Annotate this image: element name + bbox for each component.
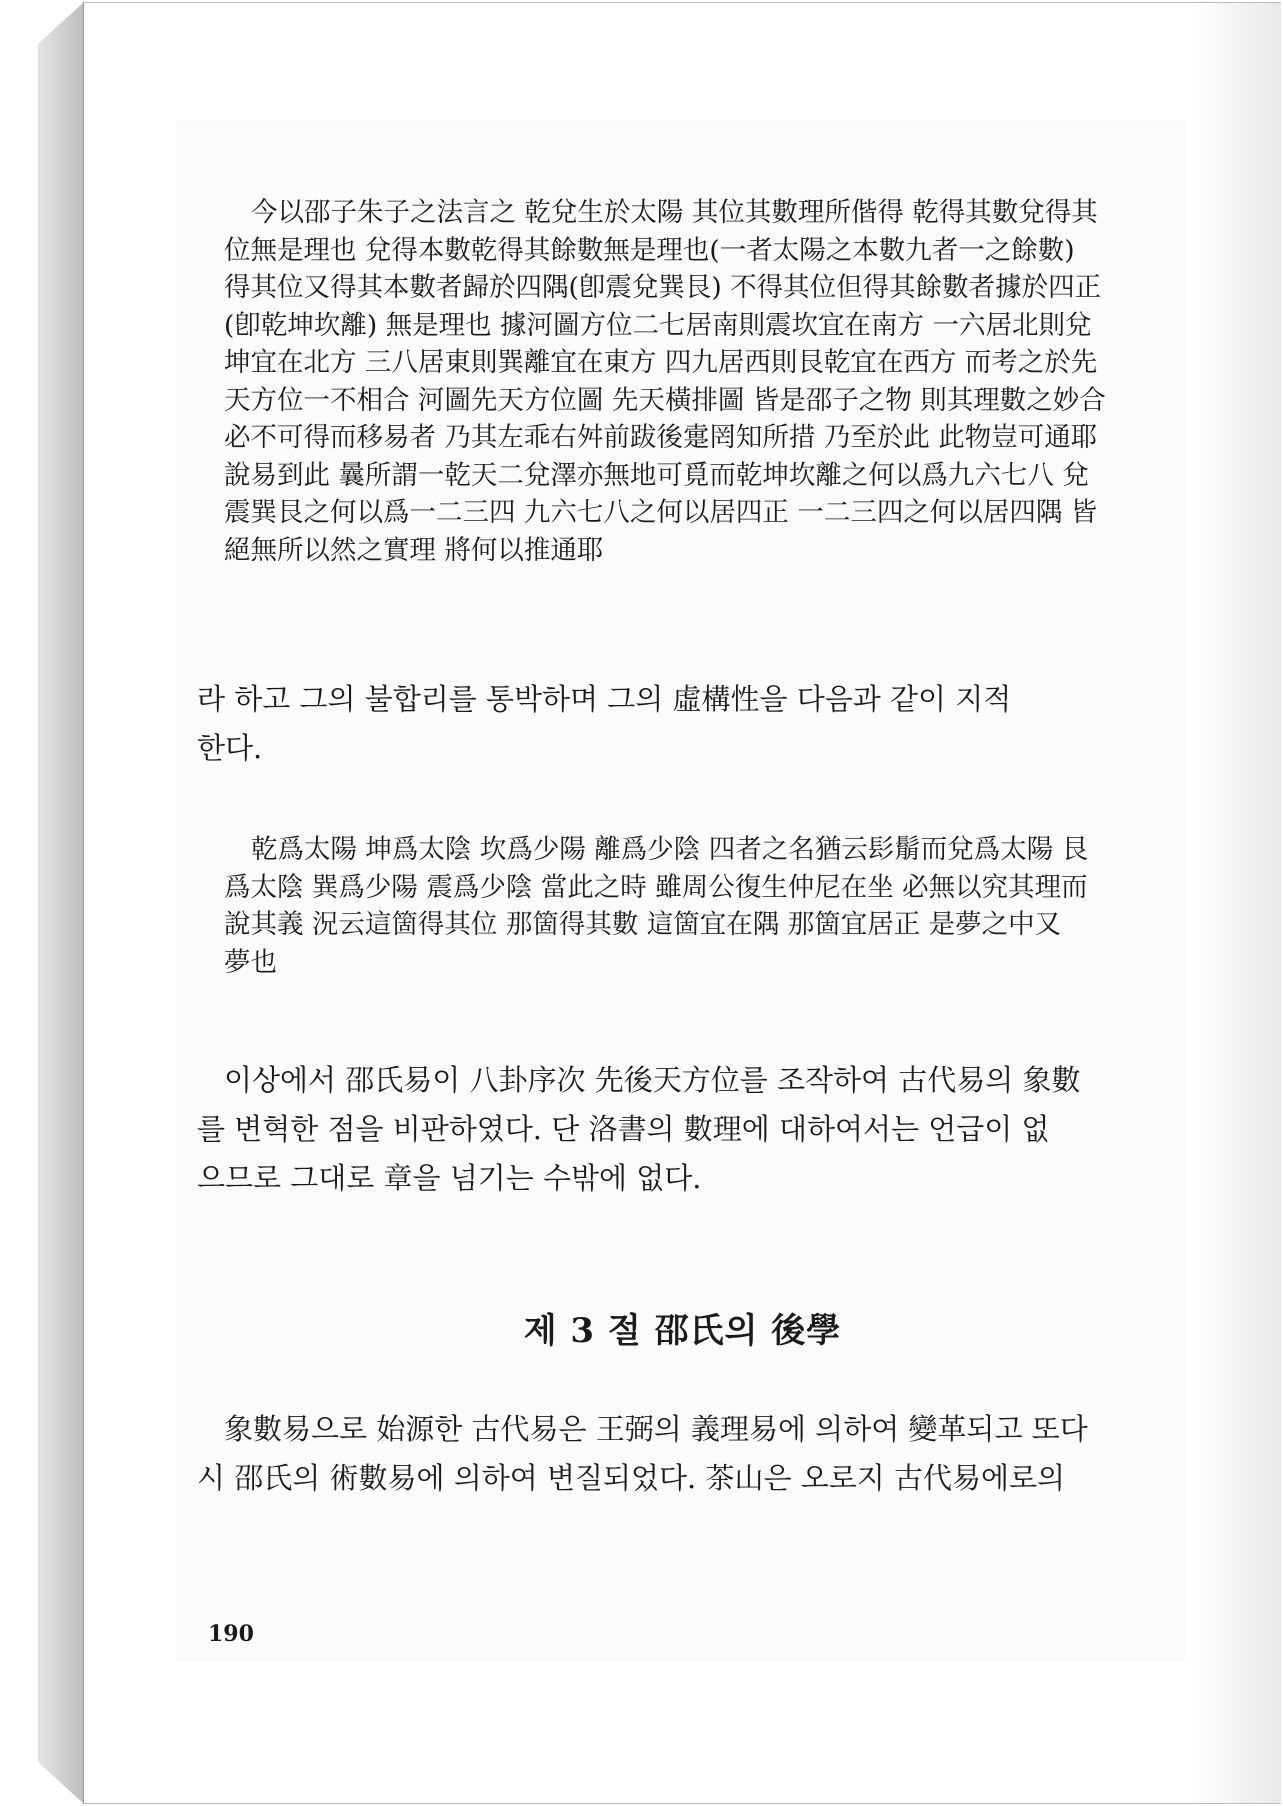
quote-line: (卽乾坤坎離) 無是理也 據河圖方位二七居南則震坎宜在南方 一六居北則兌 — [224, 309, 1092, 341]
hanja-quote-1 — [224, 194, 1136, 569]
paragraph-line: 象數易으로 始源한 古代易은 王弼의 義理易에 의하여 變革되고 또다 — [224, 1412, 1088, 1446]
korean-paragraph-1 — [197, 675, 1139, 773]
korean-paragraph-3 — [197, 1405, 1139, 1503]
quote-line: 震巽艮之何以爲一二三四 九六七八之何以居四正 一二三四之何以居四隅 皆 — [224, 497, 1098, 528]
paragraph-line: 를 변혁한 점을 비판하였다. 단 洛書의 數理에 대하여서는 언급이 없 — [197, 1112, 1050, 1146]
quote-line: 坤宜在北方 三八居東則巽離宜在東方 四九居西則艮乾宜在西方 而考之於先 — [224, 347, 1098, 378]
quote-line: 絕無所以然之實理 將何以推通耶 — [224, 534, 604, 566]
hanja-quote-2 — [224, 831, 1136, 981]
quote-line: 乾爲太陽 坤爲太陰 坎爲少陽 離爲少陰 四者之名猶云髟鬅而兌爲太陽 艮 — [251, 834, 1089, 865]
paragraph-line: 라 하고 그의 불합리를 통박하며 그의 虛構性을 다음과 같이 지적 — [197, 682, 1012, 716]
quote-line: 必不可得而移易者 乃其左乖右舛前跋後疐罔知所措 乃至於此 此物豈可通耶 — [224, 422, 1098, 453]
page-curl-shadow — [1191, 3, 1281, 1803]
book-spine-edge — [38, 2, 84, 1804]
paragraph-line: 으므로 그대로 章을 넘기는 수밖에 없다. — [197, 1161, 702, 1195]
quote-line: 位無是理也 兌得本數乾得其餘數無是理也(一者太陽之本數九者一之餘數) — [224, 234, 1075, 266]
korean-paragraph-2 — [197, 1056, 1139, 1203]
page-number: 190 — [208, 1621, 254, 1647]
book-page — [84, 2, 1281, 1804]
quote-line: 夢也 — [224, 946, 277, 978]
section-heading: 제 3 절 邵氏의 後學 — [523, 1311, 842, 1351]
paragraph-line: 이상에서 邵氏易이 八卦序次 先後天方位를 조작하여 古代易의 象數 — [224, 1063, 1081, 1097]
quote-line: 天方位一不相合 河圖先天方位圖 先天橫排圖 皆是邵子之物 則其理數之妙合 — [224, 384, 1106, 416]
paragraph-line: 한다. — [197, 731, 263, 765]
quote-line: 說易到此 曩所謂一乾天二兌澤亦無地可覓而乾坤坎離之何以爲九六七八 兌 — [224, 459, 1089, 491]
paragraph-line: 시 邵氏의 術數易에 의하여 변질되었다. 茶山은 오로지 古代易에로의 — [197, 1461, 1065, 1495]
quote-line: 說其義 況云這箇得其位 那箇得其數 這箇宜在隅 那箇宜居正 是夢之中又 — [224, 909, 1062, 940]
quote-line: 得其位又得其本數者歸於四隅(卽震兌巽艮) 不得其位但得其餘數者據於四正 — [224, 272, 1102, 303]
quote-line: 爲太陰 巽爲少陽 震爲少陰 當此之時 雖周公復生仲尼在坐 必無以究其理而 — [224, 871, 1088, 903]
quote-line: 今以邵子朱子之法言之 乾兌生於太陽 其位其數理所偕得 乾得其數兌得其 — [251, 197, 1098, 228]
